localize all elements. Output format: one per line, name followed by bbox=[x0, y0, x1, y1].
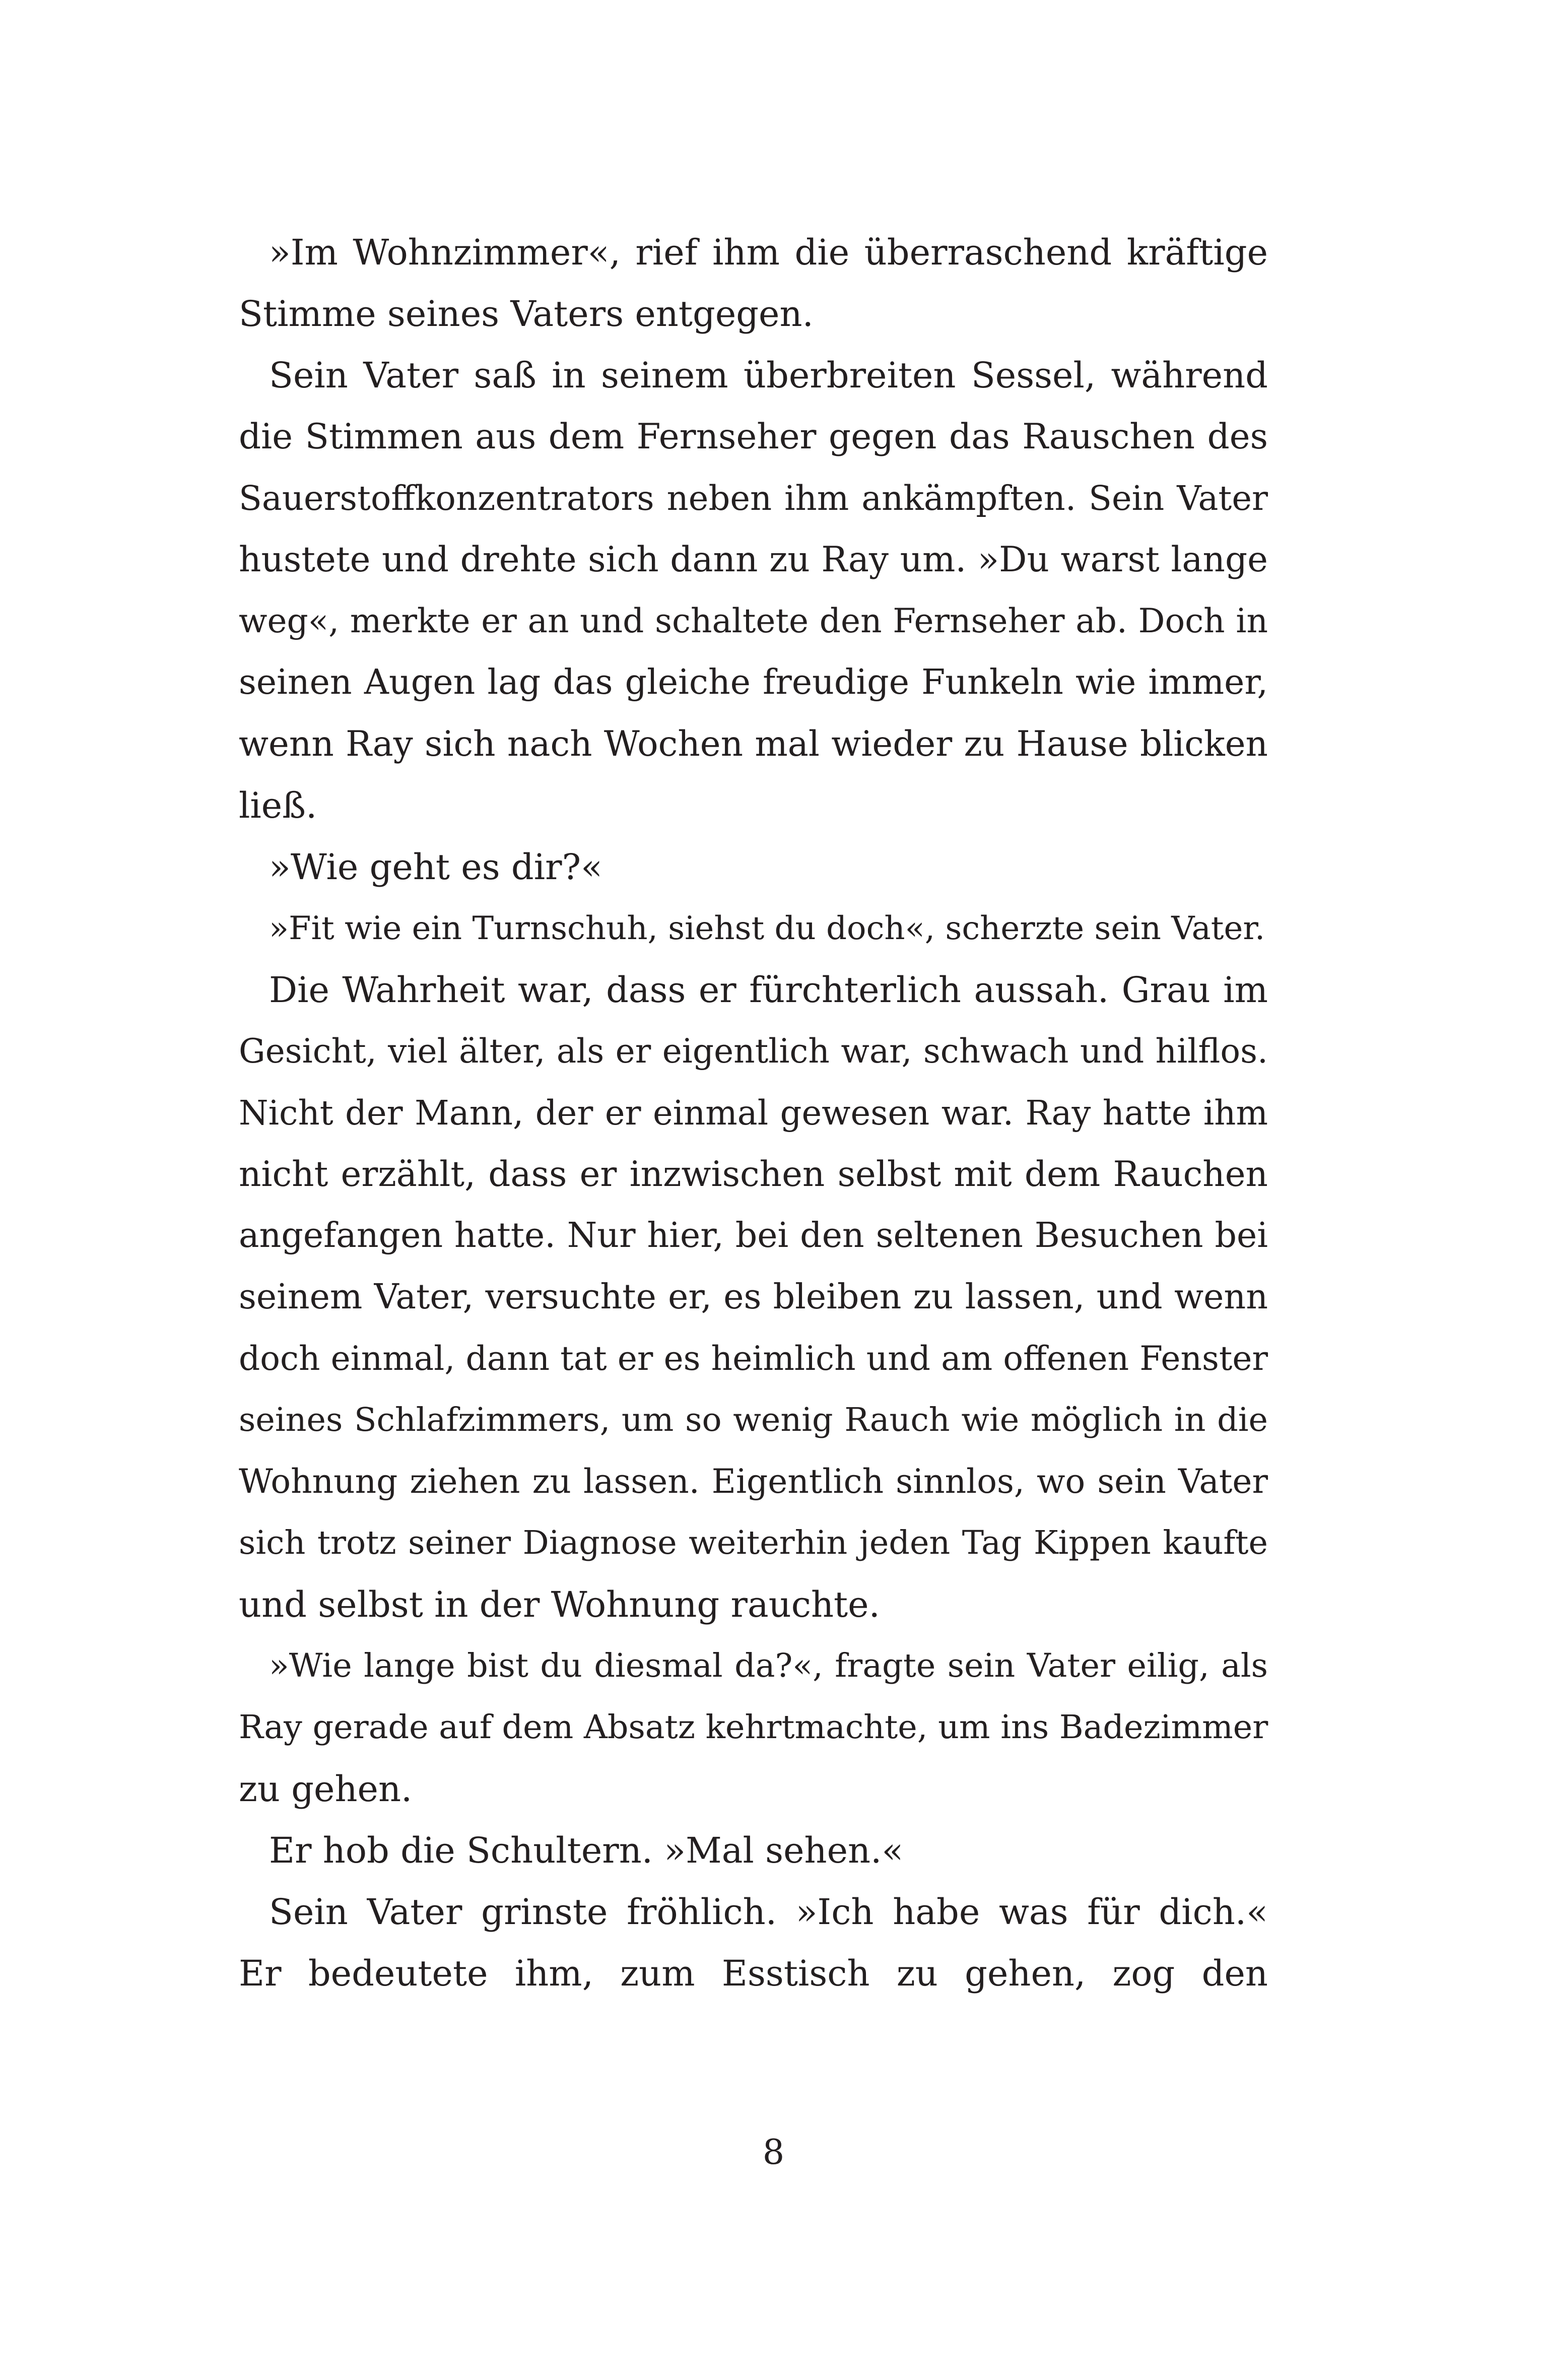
text-line: ließ. bbox=[239, 785, 317, 826]
text-line: Wohnung ziehen zu lassen. Eigentlich sinnlos, wo sein Vater bbox=[239, 1462, 1268, 1501]
text-line: Ray gerade auf dem Absatz kehrtmachte, um ins Badezimmer bbox=[239, 1708, 1268, 1746]
text-line: Sauerstoffkonzentrators neben ihm ankämpften. Sein Vater bbox=[239, 479, 1268, 518]
text-line: weg«, merkte er an und schaltete den Fernseher ab. Doch in bbox=[239, 602, 1268, 640]
text-line: angefangen hatte. Nur hier, bei den seltenen Besuchen bei bbox=[239, 1216, 1268, 1255]
text-line: Er bedeutete ihm, zum Esstisch zu gehen, zog den bbox=[239, 1953, 1268, 1994]
text-line: »Im Wohnzimmer«, rief ihm die überraschend kräftige bbox=[269, 232, 1268, 273]
text-line: Die Wahrheit war, dass er fürchterlich aussah. Grau im bbox=[269, 969, 1268, 1011]
text-line: doch einmal, dann tat er es heimlich und am offenen Fenster bbox=[239, 1339, 1268, 1378]
text-line: seinem Vater, versuchte er, es bleiben zu lassen, und wenn bbox=[239, 1277, 1268, 1317]
text-line: wenn Ray sich nach Wochen mal wieder zu Hause blicken bbox=[239, 724, 1268, 764]
text-line: und selbst in der Wohnung rauchte. bbox=[239, 1584, 880, 1625]
text-line: zu gehen. bbox=[239, 1768, 413, 1810]
page-number: 8 bbox=[762, 2133, 785, 2172]
text-line: Gesicht, viel älter, als er eigentlich war, schwach und hilflos. bbox=[239, 1032, 1268, 1071]
text-line: sich trotz seiner Diagnose weiterhin jeden Tag Kippen kaufte bbox=[239, 1524, 1268, 1562]
text-line: hustete und drehte sich dann zu Ray um. »Du warst lange bbox=[239, 540, 1268, 580]
text-line: nicht erzählt, dass er inzwischen selbst mit dem Rauchen bbox=[239, 1154, 1268, 1195]
body-text bbox=[239, 222, 1268, 2004]
text-line: Stimme seines Vaters entgegen. bbox=[239, 293, 814, 335]
text-line: seines Schlafzimmers, um so wenig Rauch wie möglich in die bbox=[239, 1401, 1268, 1439]
text-line: die Stimmen aus dem Fernseher gegen das Rauschen des bbox=[239, 417, 1268, 457]
text-line: »Fit wie ein Turnschuh, siehst du doch«, scherzte sein Vater. bbox=[269, 910, 1265, 947]
text-line: »Wie geht es dir?« bbox=[269, 846, 602, 888]
text-line: Nicht der Mann, der er einmal gewesen war. Ray hatte ihm bbox=[239, 1093, 1268, 1133]
text-line: Sein Vater grinste fröhlich. »Ich habe was für dich.« bbox=[269, 1891, 1268, 1933]
text-line: Sein Vater saß in seinem überbreiten Sessel, während bbox=[269, 355, 1268, 396]
text-line: »Wie lange bist du diesmal da?«, fragte sein Vater eilig, als bbox=[269, 1647, 1268, 1685]
text-line: seinen Augen lag das gleiche freudige Funkeln wie immer, bbox=[239, 663, 1268, 702]
text-line: Er hob die Schultern. »Mal sehen.« bbox=[269, 1830, 904, 1871]
